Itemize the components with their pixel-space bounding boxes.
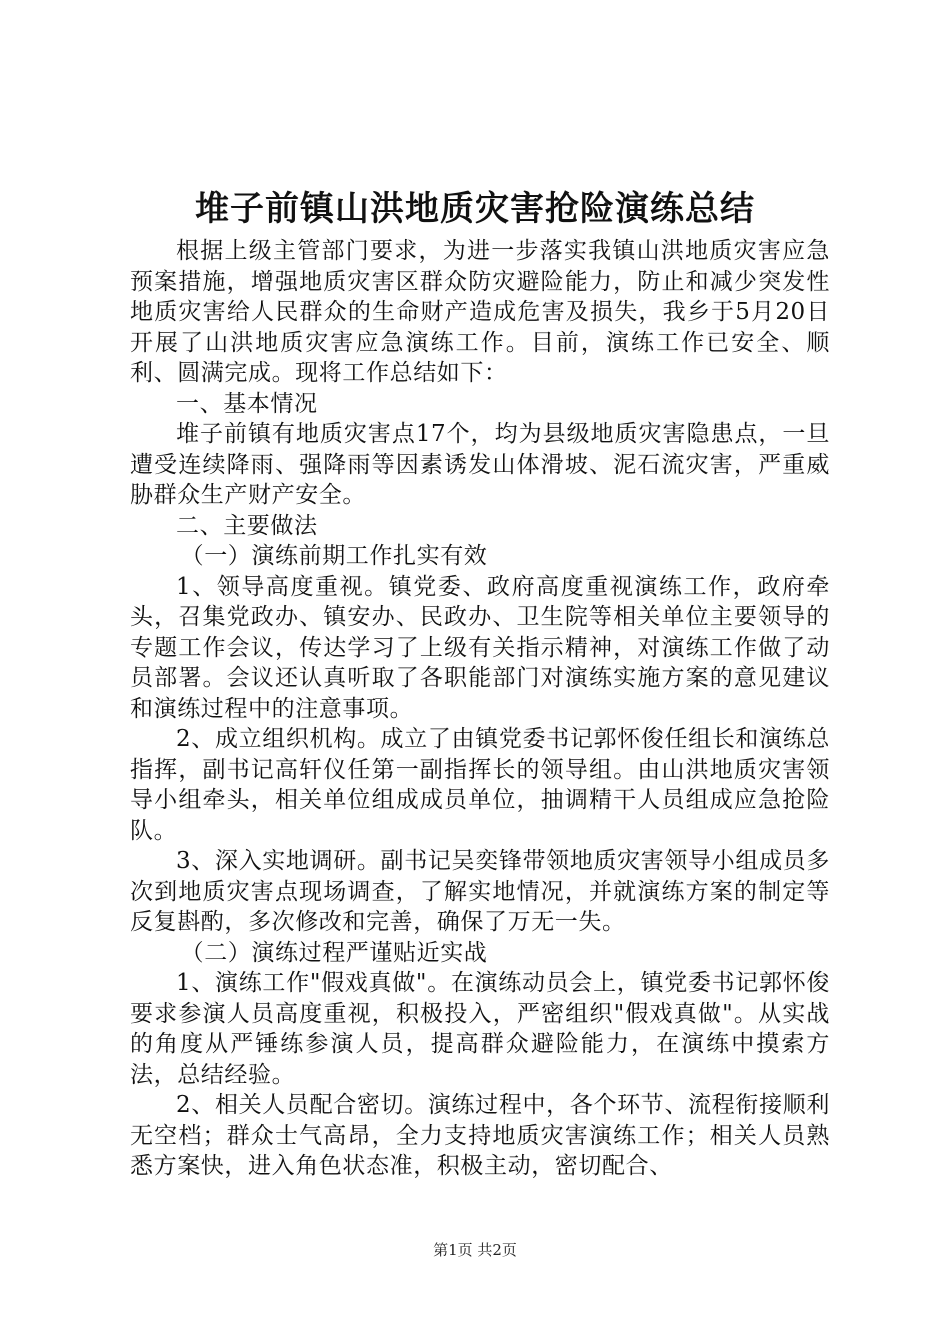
subsection-heading-preparation: （一）演练前期工作扎实有效 (180, 543, 488, 569)
section-heading-main-practices: 二、主要做法 (176, 512, 318, 539)
basic-situation-paragraph: 堆子前镇有地质灾害点17个，均为县级地质灾害隐患点，一旦遭受连续降雨、强降雨等因素诱发山体滑坡、泥石流灾害，严重威胁群众生产财产安全。 (130, 421, 830, 508)
page-number-footer: 第1页 共2页 (433, 1241, 517, 1259)
subsection-heading-exercise-process: （二）演练过程严谨贴近实战 (180, 939, 488, 966)
preparation-paragraph-2: 2、成立组织机构。成立了由镇党委书记郭怀俊任组长和演练总指挥，副书记高轩仪任第一副指挥长的领导组。由山洪地质灾害领导小组牵头，相关单位组成成员单位，抽调精干人员组成应急抢险队。 (130, 726, 830, 844)
document-title: 堆子前镇山洪地质灾害抢险演练总结 (195, 189, 755, 229)
document-body (130, 236, 830, 1182)
preparation-paragraph-1: 1、领导高度重视。镇党委、政府高度重视演练工作，政府牵头，召集党政办、镇安办、民政办、卫生院等相关单位主要领导的专题工作会议，传达学习了上级有关指示精神，对演练工作做了动员部署。会议还认真听取了各职能部门对演练实施方案的意见建议和演练过程中的注意事项。 (130, 573, 830, 722)
section-heading-basic-situation: 一、基本情况 (176, 390, 318, 417)
exercise-paragraph-1: 1、演练工作"假戏真做"。在演练动员会上，镇党委书记郭怀俊要求参演人员高度重视，积极投入，严密组织"假戏真做"。从实战的角度从严锤练参演人员，提高群众避险能力，在演练中摸索方法，总结经验。 (130, 970, 830, 1088)
exercise-paragraph-2: 2、相关人员配合密切。演练过程中，各个环节、流程衔接顺利无空档；群众士气高昂，全力支持地质灾害演练工作；相关人员熟悉方案快，进入角色状态准，积极主动，密切配合、 (130, 1092, 830, 1179)
preparation-paragraph-3: 3、深入实地调研。副书记吴奕锋带领地质灾害领导小组成员多次到地质灾害点现场调查，了解实地情况，并就演练方案的制定等反复斟酌，多次修改和完善，确保了万无一失。 (130, 848, 830, 935)
intro-paragraph: 根据上级主管部门要求，为进一步落实我镇山洪地质灾害应急预案措施，增强地质灾害区群众防灾避险能力，防止和减少突发性地质灾害给人民群众的生命财产造成危害及损失，我乡于5月20日开展了山洪地质灾害应急演练工作。目前，演练工作已安全、顺利、圆满完成。现将工作总结如下： (130, 238, 830, 386)
